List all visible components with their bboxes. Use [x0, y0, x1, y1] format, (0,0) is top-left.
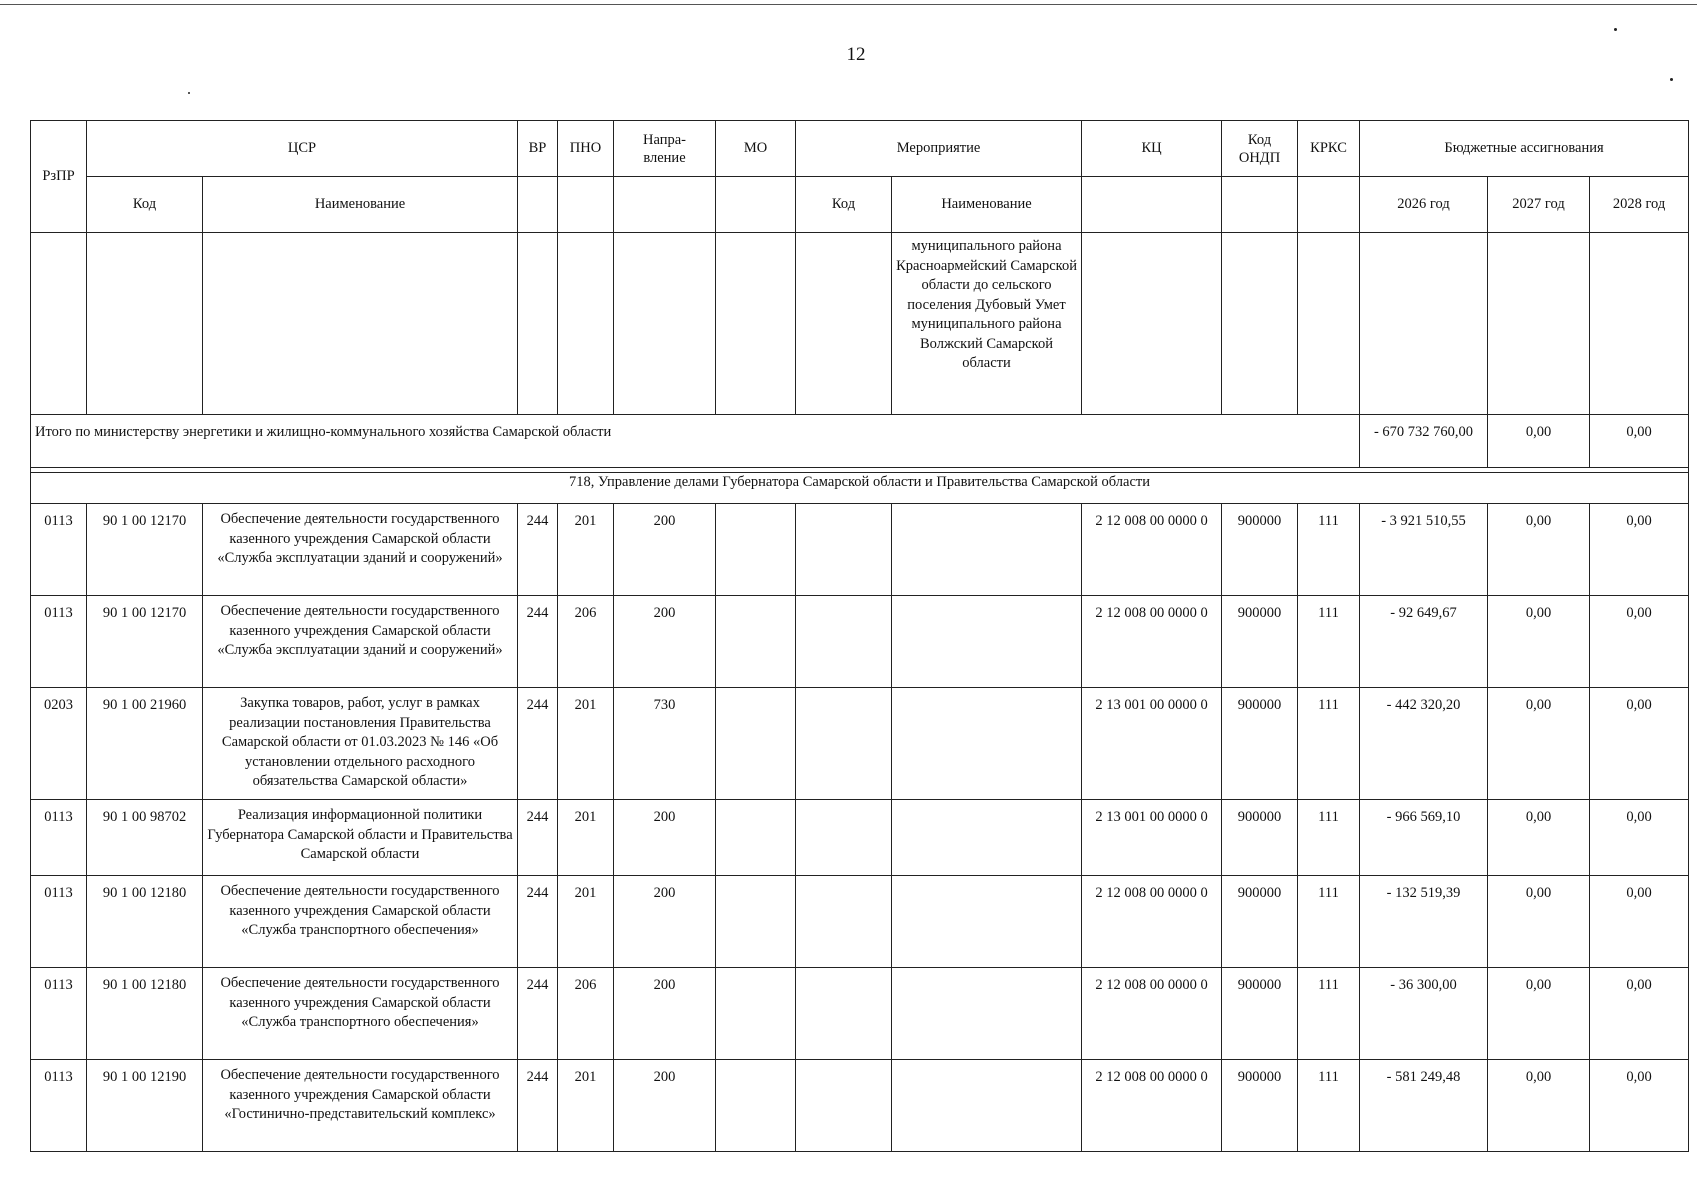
cell-csr-name: Обеспечение деятельности государственного казенного учреждения Самарской области «Служба транспортного обеспечения» — [203, 876, 518, 968]
header-csr-code: Код — [87, 177, 203, 233]
cell-2027: 0,00 — [1488, 800, 1590, 876]
cell-direction: 200 — [614, 876, 716, 968]
section-title: 718, Управление делами Губернатора Самарской области и Правительства Самарской области — [31, 473, 1689, 504]
table-row — [31, 596, 1689, 688]
cell-vr: 244 — [518, 1060, 558, 1152]
cell-pno: 201 — [558, 1060, 614, 1152]
cell-2026: - 3 921 510,55 — [1360, 504, 1488, 596]
cell-2026: - 966 569,10 — [1360, 800, 1488, 876]
header-year-2027: 2027 год — [1488, 177, 1590, 233]
cell-2028: 0,00 — [1590, 800, 1689, 876]
header-empty — [518, 177, 558, 233]
header-csr: ЦСР — [87, 121, 518, 177]
total-row — [31, 415, 1689, 468]
cell-kc: 2 12 008 00 0000 0 — [1082, 876, 1222, 968]
scan-speck — [188, 92, 190, 94]
cell-pno: 201 — [558, 688, 614, 800]
cell-mo — [716, 968, 796, 1060]
cell-direction: 200 — [614, 968, 716, 1060]
cell-2028: 0,00 — [1590, 504, 1689, 596]
cell-vr: 244 — [518, 688, 558, 800]
cell-ondp: 900000 — [1222, 1060, 1298, 1152]
header-event-name: Наименование — [892, 177, 1082, 233]
header-empty — [1082, 177, 1222, 233]
header-empty — [614, 177, 716, 233]
cell-rzpr: 0113 — [31, 1060, 87, 1152]
cell-event-code — [796, 800, 892, 876]
cell-direction: 200 — [614, 504, 716, 596]
header-event-code: Код — [796, 177, 892, 233]
cell-ondp: 900000 — [1222, 968, 1298, 1060]
cell-vr: 244 — [518, 968, 558, 1060]
cell-mo — [716, 504, 796, 596]
cell-2027: 0,00 — [1488, 1060, 1590, 1152]
header-mo: МО — [716, 121, 796, 177]
cell-rzpr: 0113 — [31, 596, 87, 688]
total-label: Итого по министерству энергетики и жилищно-коммунального хозяйства Самарской области — [31, 415, 1360, 468]
cell-csr-name: Обеспечение деятельности государственного казенного учреждения Самарской области «Служба транспортного обеспечения» — [203, 968, 518, 1060]
cell-2027: 0,00 — [1488, 688, 1590, 800]
cell-krks: 111 — [1298, 876, 1360, 968]
cell-krks: 111 — [1298, 504, 1360, 596]
cell-krks: 111 — [1298, 968, 1360, 1060]
cell-event-name — [892, 800, 1082, 876]
total-2027: 0,00 — [1488, 415, 1590, 468]
cell-2028: 0,00 — [1590, 968, 1689, 1060]
header-event: Мероприятие — [796, 121, 1082, 177]
header-empty — [716, 177, 796, 233]
cell-2026: - 92 649,67 — [1360, 596, 1488, 688]
cell-rzpr: 0113 — [31, 800, 87, 876]
cell-pno: 201 — [558, 800, 614, 876]
cell-mo — [716, 596, 796, 688]
cell-pno: 206 — [558, 596, 614, 688]
cell-csr-code: 90 1 00 12170 — [87, 504, 203, 596]
header-budget: Бюджетные ассигнования — [1360, 121, 1689, 177]
table-row — [31, 688, 1689, 800]
cell-rzpr: 0113 — [31, 876, 87, 968]
header-vr: ВР — [518, 121, 558, 177]
data-rows — [31, 504, 1689, 1152]
header-ondp: Код ОНДП — [1222, 121, 1298, 177]
header-empty — [1298, 177, 1360, 233]
cell-2028: 0,00 — [1590, 1060, 1689, 1152]
cell-csr-code: 90 1 00 12170 — [87, 596, 203, 688]
cell-csr-name: Реализация информационной политики Губернатора Самарской области и Правительства Самарской области — [203, 800, 518, 876]
cell-vr: 244 — [518, 596, 558, 688]
cell-csr-name: Закупка товаров, работ, услуг в рамках реализации постановления Правительства Самарской области от 01.03.2023 № 146 «Об установлении отдельного расходного обязательства Самарской области» — [203, 688, 518, 800]
cell-kc: 2 13 001 00 0000 0 — [1082, 688, 1222, 800]
header-empty — [1222, 177, 1298, 233]
scan-speck — [1614, 28, 1617, 31]
cell-event-name — [892, 876, 1082, 968]
cell-event-code — [796, 968, 892, 1060]
table-header — [31, 121, 1689, 233]
table-row — [31, 876, 1689, 968]
header-pno: ПНО — [558, 121, 614, 177]
cell-ondp: 900000 — [1222, 504, 1298, 596]
cell-2026: - 132 519,39 — [1360, 876, 1488, 968]
header-direction: Напра- вление — [614, 121, 716, 177]
continuation-text: муниципального района Красноармейский Самарской области до сельского поселения Дубовый Умет муниципального района Волжский Самарской области — [892, 233, 1082, 415]
cell-mo — [716, 800, 796, 876]
table-row — [31, 1060, 1689, 1152]
cell-kc: 2 12 008 00 0000 0 — [1082, 968, 1222, 1060]
cell-csr-name: Обеспечение деятельности государственного казенного учреждения Самарской области «Гостинично-представительский комплекс» — [203, 1060, 518, 1152]
total-2028: 0,00 — [1590, 415, 1689, 468]
cell-ondp: 900000 — [1222, 688, 1298, 800]
cell-csr-code: 90 1 00 21960 — [87, 688, 203, 800]
cell-mo — [716, 1060, 796, 1152]
cell-pno: 201 — [558, 876, 614, 968]
scan-speck — [1670, 78, 1673, 81]
cell-direction: 200 — [614, 596, 716, 688]
header-kc: КЦ — [1082, 121, 1222, 177]
cell-pno: 206 — [558, 968, 614, 1060]
total-2026: - 670 732 760,00 — [1360, 415, 1488, 468]
cell-vr: 244 — [518, 800, 558, 876]
table-row — [31, 968, 1689, 1060]
cell-rzpr: 0113 — [31, 504, 87, 596]
header-empty — [558, 177, 614, 233]
cell-direction: 200 — [614, 800, 716, 876]
cell-ondp: 900000 — [1222, 596, 1298, 688]
cell-pno: 201 — [558, 504, 614, 596]
table-body — [31, 233, 1689, 504]
cell-event-code — [796, 596, 892, 688]
cell-csr-name: Обеспечение деятельности государственного казенного учреждения Самарской области «Служба эксплуатации зданий и сооружений» — [203, 504, 518, 596]
header-csr-name: Наименование — [203, 177, 518, 233]
page-number: 12 — [846, 44, 866, 65]
header-rzpr: РзПР — [31, 121, 87, 233]
cell-mo — [716, 876, 796, 968]
cell-2028: 0,00 — [1590, 688, 1689, 800]
cell-krks: 111 — [1298, 596, 1360, 688]
cell-event-code — [796, 688, 892, 800]
cell-event-name — [892, 1060, 1082, 1152]
cell-event-name — [892, 968, 1082, 1060]
cell-2027: 0,00 — [1488, 876, 1590, 968]
cell-2027: 0,00 — [1488, 596, 1590, 688]
cell-2028: 0,00 — [1590, 876, 1689, 968]
top-rule — [0, 4, 1697, 5]
cell-rzpr: 0203 — [31, 688, 87, 800]
cell-2026: - 442 320,20 — [1360, 688, 1488, 800]
cell-event-code — [796, 1060, 892, 1152]
cell-krks: 111 — [1298, 800, 1360, 876]
cell-csr-code: 90 1 00 98702 — [87, 800, 203, 876]
cell-2028: 0,00 — [1590, 596, 1689, 688]
table-row — [31, 504, 1689, 596]
cell-kc: 2 12 008 00 0000 0 — [1082, 1060, 1222, 1152]
cell-ondp: 900000 — [1222, 800, 1298, 876]
cell-vr: 244 — [518, 504, 558, 596]
cell-kc: 2 12 008 00 0000 0 — [1082, 504, 1222, 596]
cell-direction: 200 — [614, 1060, 716, 1152]
cell-2027: 0,00 — [1488, 504, 1590, 596]
cell-event-name — [892, 688, 1082, 800]
cell-krks: 111 — [1298, 688, 1360, 800]
cell-direction: 730 — [614, 688, 716, 800]
cell-kc: 2 12 008 00 0000 0 — [1082, 596, 1222, 688]
cell-csr-code: 90 1 00 12190 — [87, 1060, 203, 1152]
budget-table — [30, 120, 1689, 1152]
cell-2026: - 581 249,48 — [1360, 1060, 1488, 1152]
cell-krks: 111 — [1298, 1060, 1360, 1152]
cell-event-code — [796, 876, 892, 968]
cell-vr: 244 — [518, 876, 558, 968]
cell-ondp: 900000 — [1222, 876, 1298, 968]
cell-event-code — [796, 504, 892, 596]
cell-csr-code: 90 1 00 12180 — [87, 876, 203, 968]
cell-2026: - 36 300,00 — [1360, 968, 1488, 1060]
cell-event-name — [892, 596, 1082, 688]
cell-rzpr: 0113 — [31, 968, 87, 1060]
cell-csr-name: Обеспечение деятельности государственного казенного учреждения Самарской области «Служба эксплуатации зданий и сооружений» — [203, 596, 518, 688]
cell-mo — [716, 688, 796, 800]
continuation-row — [31, 233, 1689, 415]
header-year-2026: 2026 год — [1360, 177, 1488, 233]
cell-event-name — [892, 504, 1082, 596]
cell-2027: 0,00 — [1488, 968, 1590, 1060]
cell-csr-code: 90 1 00 12180 — [87, 968, 203, 1060]
cell-kc: 2 13 001 00 0000 0 — [1082, 800, 1222, 876]
header-year-2028: 2028 год — [1590, 177, 1689, 233]
header-krks: КРКС — [1298, 121, 1360, 177]
table-row — [31, 800, 1689, 876]
section-row — [31, 473, 1689, 504]
